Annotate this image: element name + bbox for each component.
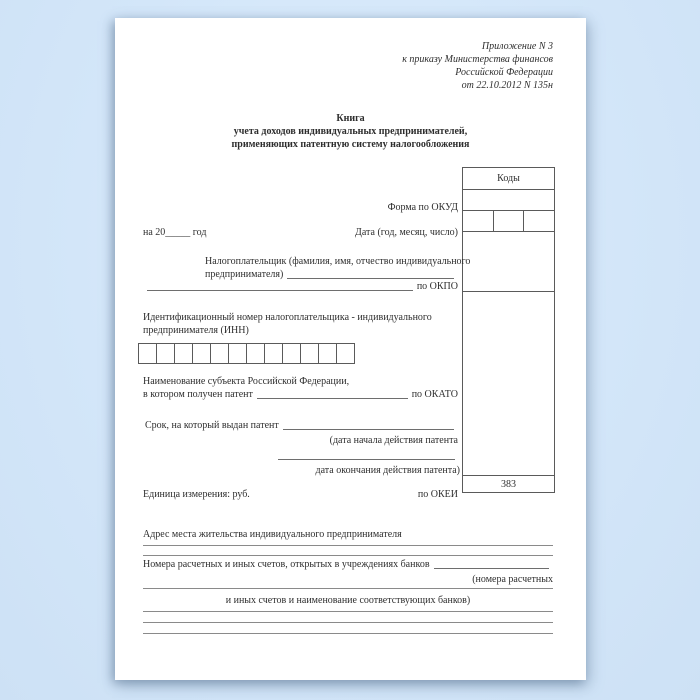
patent-end-note: дата окончания действия патента) — [315, 465, 460, 476]
okud-code-cell — [463, 190, 554, 211]
subject-label-line1: Наименование субъекта Российской Федерации, — [143, 376, 350, 387]
patent-term-label: Срок, на который выдан патент — [145, 420, 279, 431]
inn-cell — [264, 343, 283, 364]
subject-block — [143, 375, 458, 401]
inn-cell — [228, 343, 247, 364]
unit-row — [143, 488, 458, 501]
date-month-cell — [494, 211, 525, 231]
patent-end-blank-line — [278, 459, 455, 460]
patent-start-note: (дата начала действия патента — [329, 435, 458, 446]
accounts-blank-line-3 — [143, 611, 553, 612]
inn-cell — [336, 343, 355, 364]
document-page — [115, 18, 586, 680]
unit-label: Единица измерения: руб. — [143, 489, 250, 500]
title-line-1: Книга — [336, 113, 365, 124]
codes-header-cell: Коды — [463, 168, 554, 190]
address-label: Адрес места жительства индивидуального предпринимателя — [143, 529, 402, 540]
appendix-line: Российской Федерации — [455, 67, 553, 78]
accounts-blank-line-4 — [143, 622, 553, 623]
patent-term-blank-line — [283, 419, 454, 430]
taxpayer-block — [205, 255, 471, 281]
inn-cell — [138, 343, 157, 364]
subject-blank-line — [257, 388, 408, 399]
inn-cell — [318, 343, 337, 364]
okei-label: по ОКЕИ — [417, 489, 458, 500]
taxpayer-label-line1: Налогоплательщик (фамилия, имя, отчество индивидуального — [205, 256, 471, 267]
okato-label: по ОКАТО — [411, 389, 458, 400]
title-line-2: учета доходов индивидуальных предпринимателей, — [233, 126, 468, 137]
inn-cells — [138, 343, 355, 364]
inn-label-line1: Идентификационный номер налогоплательщика - индивидуального — [143, 312, 432, 323]
okpo-blank-line — [147, 280, 413, 291]
document-title — [115, 112, 586, 151]
taxpayer-label-line2: предпринимателя) — [205, 269, 284, 280]
patent-term-row — [145, 419, 458, 432]
inn-cell — [210, 343, 229, 364]
date-label: Дата (год, месяц, число) — [355, 227, 458, 238]
okei-code-cell: 383 — [501, 478, 516, 490]
okpo-label: по ОКПО — [416, 281, 458, 292]
appendix-header — [402, 40, 553, 92]
codes-table — [462, 167, 555, 493]
inn-block — [143, 311, 432, 337]
okpo-row — [143, 280, 458, 293]
okud-label: Форма по ОКУД — [387, 202, 458, 213]
subject-input-row — [143, 388, 458, 401]
appendix-line: Приложение N 3 — [481, 41, 553, 52]
inn-cell — [300, 343, 319, 364]
inn-cell — [282, 343, 301, 364]
accounts-blank-line-2 — [143, 588, 553, 589]
inn-cell — [246, 343, 265, 364]
date-day-cell — [524, 211, 554, 231]
title-line-3: применяющих патентную систему налогообложения — [231, 139, 470, 150]
address-blank-line-1 — [143, 545, 553, 546]
date-code-cells — [463, 211, 554, 232]
accounts-label: Номера расчетных и иных счетов, открытых в учреждениях банков — [143, 559, 430, 570]
year-date-row — [143, 226, 458, 239]
inn-cell — [156, 343, 175, 364]
taxpayer-blank-line — [287, 268, 454, 279]
accounts-blank-line-5 — [143, 633, 553, 634]
okpo-code-cell — [463, 232, 554, 292]
address-blank-line-2 — [143, 555, 553, 556]
accounts-note-1: (номера расчетных — [472, 574, 553, 585]
okato-code-cell — [463, 292, 554, 476]
appendix-line: от 22.10.2012 N 135н — [461, 80, 553, 91]
subject-label-line2: в котором получен патент — [143, 389, 253, 400]
accounts-blank-line — [434, 558, 549, 569]
year-label: на 20_____ год — [143, 227, 207, 238]
date-year-cell — [463, 211, 494, 231]
appendix-line: к приказу Министерства финансов — [402, 54, 553, 65]
inn-cell — [192, 343, 211, 364]
inn-cell — [174, 343, 193, 364]
accounts-row — [143, 558, 553, 571]
inn-label-line2: предпринимателя (ИНН) — [143, 325, 249, 336]
accounts-note-2: и иных счетов и наименование соответствующих банков) — [225, 595, 471, 606]
